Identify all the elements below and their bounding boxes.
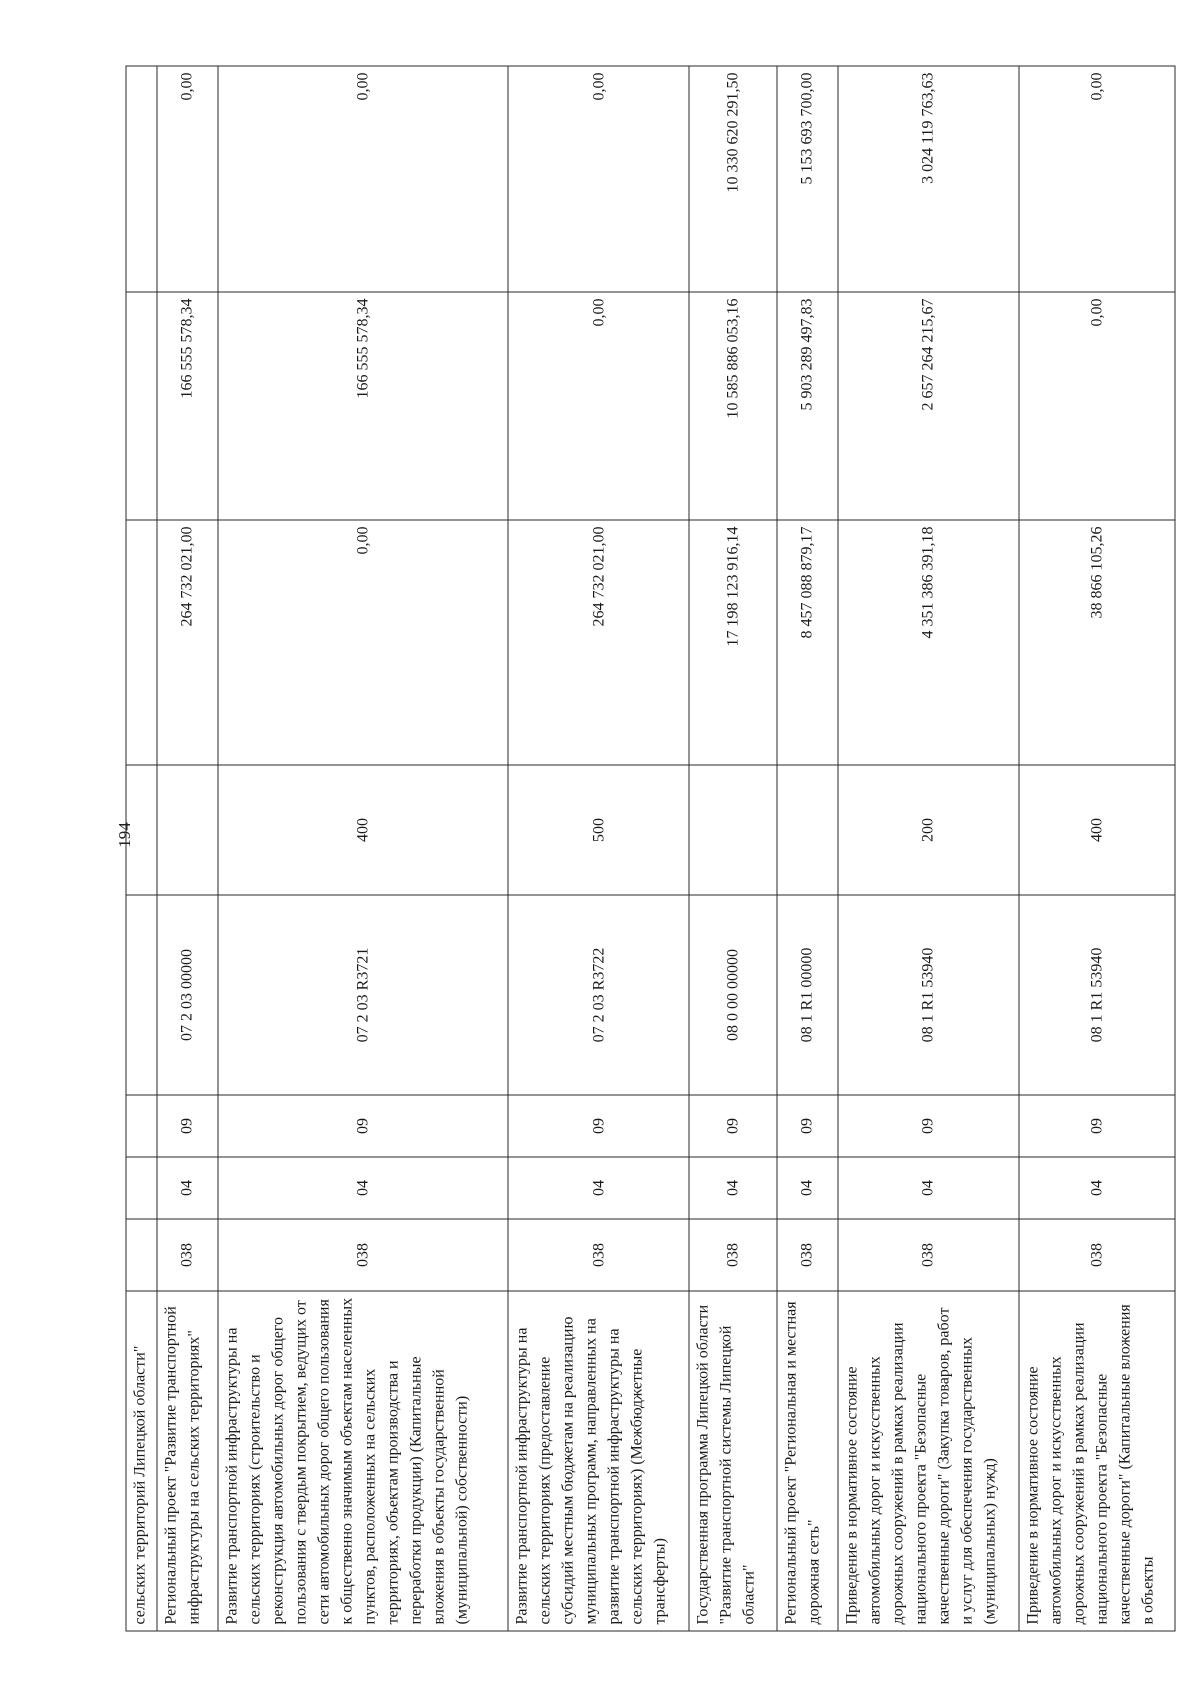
cell-csr: 08 0 00 00000 [689, 895, 776, 1095]
cell-sum-2: 166 555 578,34 [157, 292, 218, 520]
cell-csr: 07 2 03 00000 [157, 895, 218, 1095]
row-name: Региональный проект "Развитие транспортной инфраструктуры на сельских территориях" [157, 1291, 218, 1631]
cell-sum-2: 0,00 [1019, 292, 1175, 520]
cell-vr [689, 765, 776, 895]
cell-vr [157, 765, 218, 895]
cell-grbs: 038 [689, 1219, 776, 1291]
cell-pr: 09 [508, 1095, 689, 1157]
cell-csr: 08 1 R1 53940 [838, 895, 1019, 1095]
cell-rz: 04 [689, 1157, 776, 1219]
cell-rz: 04 [157, 1157, 218, 1219]
table-row [689, 66, 776, 1631]
cell-vr: 400 [218, 765, 508, 895]
cell-grbs: 038 [218, 1219, 508, 1291]
cell-sum-3: 0,00 [157, 66, 218, 292]
row-name: Региональный проект "Региональная и местная дорожная сеть" [777, 1291, 838, 1631]
cell-sum-3: 3 024 119 763,63 [838, 66, 1019, 292]
cell-sum-2: 166 555 578,34 [218, 292, 508, 520]
cell-sum-1: 264 732 021,00 [157, 520, 218, 765]
cell-sum-3: 0,00 [218, 66, 508, 292]
cell-grbs: 038 [838, 1219, 1019, 1291]
budget-table [126, 66, 1176, 1632]
table-row [1019, 66, 1175, 1631]
cell-grbs [126, 1219, 157, 1291]
row-name: Развитие транспортной инфраструктуры на сельских территориях (предоставление субсидий местным бюджетам на реализацию муниципальных программ, направленных на развитие транспортной инфраструктуры на сельских территориях) (Межбюджетные трансферты) [508, 1291, 689, 1631]
cell-sum-3 [126, 66, 157, 292]
cell-csr: 07 2 03 R3721 [218, 895, 508, 1095]
cell-sum-2: 5 903 289 497,83 [777, 292, 838, 520]
cell-grbs: 038 [1019, 1219, 1175, 1291]
cell-vr: 200 [838, 765, 1019, 895]
cell-sum-1: 264 732 021,00 [508, 520, 689, 765]
cell-sum-2: 10 585 886 053,16 [689, 292, 776, 520]
cell-sum-1: 17 198 123 916,14 [689, 520, 776, 765]
table-row [126, 66, 157, 1631]
cell-vr [126, 765, 157, 895]
cell-pr: 09 [689, 1095, 776, 1157]
cell-rz: 04 [218, 1157, 508, 1219]
cell-vr: 400 [1019, 765, 1175, 895]
table-row [838, 66, 1019, 1631]
cell-sum-1 [126, 520, 157, 765]
cell-sum-1: 4 351 386 391,18 [838, 520, 1019, 765]
table-row [508, 66, 689, 1631]
cell-csr: 08 1 R1 53940 [1019, 895, 1175, 1095]
row-name: Приведение в нормативное состояние автомобильных дорог и искусственных дорожных сооружений в рамках реализации национального проекта "Безопасные качественные дороги" (Закупка товаров, работ и услуг для обеспечения государственных (муниципальных) нужд) [838, 1291, 1019, 1631]
page-number: 194 [115, 822, 134, 848]
cell-sum-3: 5 153 693 700,00 [777, 66, 838, 292]
cell-rz: 04 [1019, 1157, 1175, 1219]
cell-vr [777, 765, 838, 895]
cell-rz: 04 [838, 1157, 1019, 1219]
row-name: Развитие транспортной инфраструктуры на сельских территориях (строительство и реконструкция автомобильных дорог общего пользования с твердым покрытием, ведущих от сети автомобильных дорог общего пользования к общественно значимым объектам населенных пунктов, расположенных на сельских территориях, объектам производства и переработки продукции) (Капитальные вложения в объекты государственной (муниципальной) собственности) [218, 1291, 508, 1631]
cell-pr [126, 1095, 157, 1157]
cell-sum-2: 0,00 [508, 292, 689, 520]
row-name: сельских территорий Липецкой области" [126, 1291, 157, 1631]
cell-sum-1: 38 866 105,26 [1019, 520, 1175, 765]
cell-vr: 500 [508, 765, 689, 895]
cell-grbs: 038 [508, 1219, 689, 1291]
cell-grbs: 038 [777, 1219, 838, 1291]
cell-csr: 07 2 03 R3722 [508, 895, 689, 1095]
cell-pr: 09 [838, 1095, 1019, 1157]
cell-sum-3: 10 330 620 291,50 [689, 66, 776, 292]
cell-sum-2 [126, 292, 157, 520]
cell-csr: 08 1 R1 00000 [777, 895, 838, 1095]
cell-pr: 09 [218, 1095, 508, 1157]
table-row [777, 66, 838, 1631]
cell-pr: 09 [777, 1095, 838, 1157]
cell-rz: 04 [508, 1157, 689, 1219]
cell-grbs: 038 [157, 1219, 218, 1291]
row-name: Государственная программа Липецкой области "Развитие транспортной системы Липецкой области" [689, 1291, 776, 1631]
table-row [218, 66, 508, 1631]
cell-sum-3: 0,00 [508, 66, 689, 292]
cell-pr: 09 [1019, 1095, 1175, 1157]
cell-sum-1: 8 457 088 879,17 [777, 520, 838, 765]
row-name: Приведение в нормативное состояние автомобильных дорог и искусственных дорожных сооружений в рамках реализации национального проекта "Безопасные качественные дороги" (Капитальные вложения в объекты [1019, 1291, 1175, 1631]
cell-sum-2: 2 657 264 215,67 [838, 292, 1019, 520]
cell-rz: 04 [777, 1157, 838, 1219]
rotated-table-wrapper [126, 67, 1176, 1632]
cell-csr [126, 895, 157, 1095]
table-row [157, 66, 218, 1631]
cell-sum-1: 0,00 [218, 520, 508, 765]
cell-sum-3: 0,00 [1019, 66, 1175, 292]
cell-rz [126, 1157, 157, 1219]
cell-pr: 09 [157, 1095, 218, 1157]
